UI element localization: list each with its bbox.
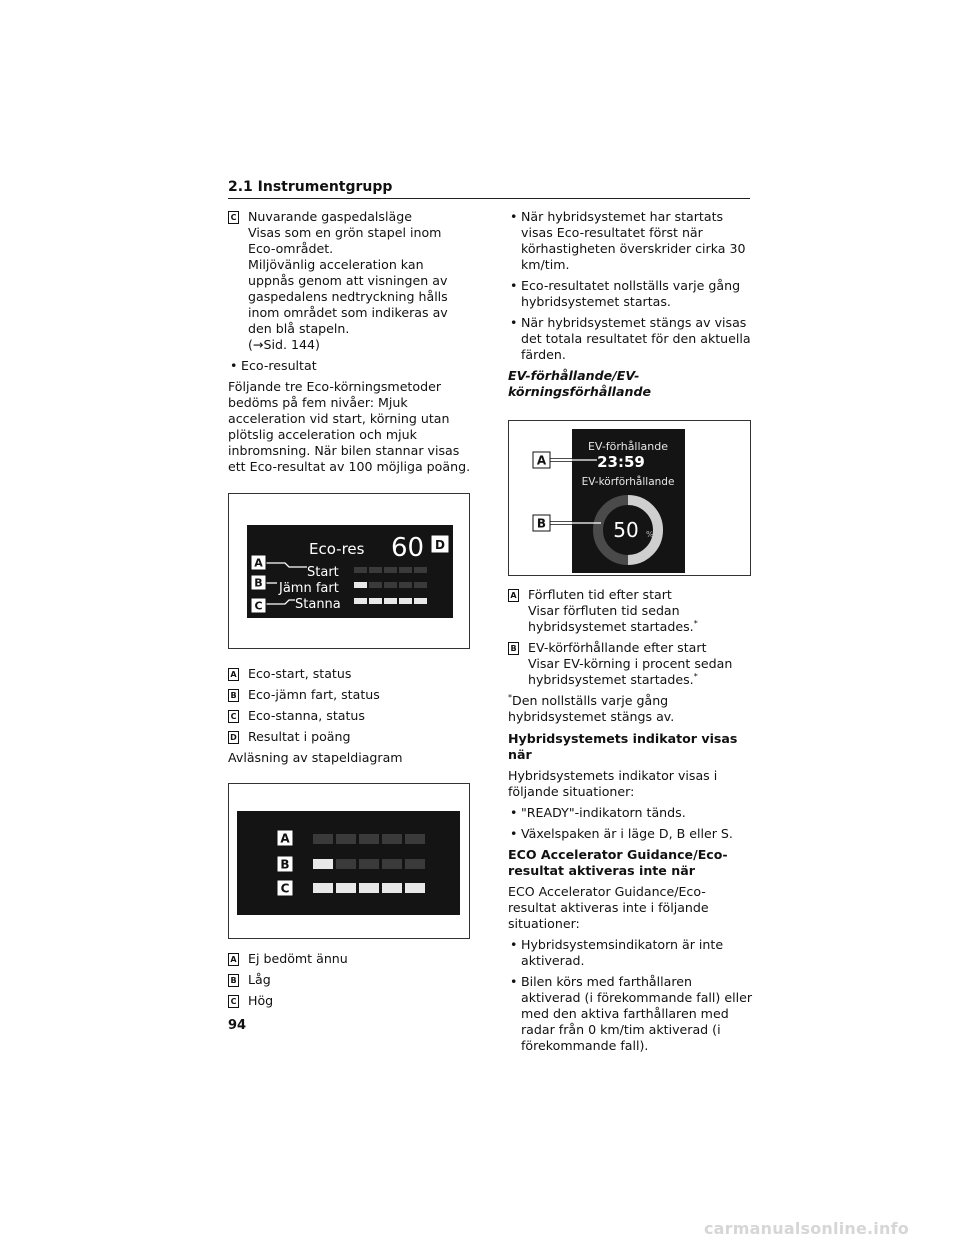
bar-segment-filled [405,883,425,893]
legend-item [508,640,754,688]
legend-body-text: Visar EV-körning i procent sedan hybridsystemet startades. [528,656,733,687]
legend-item [228,687,473,703]
ev-ratio-label: EV-förhållande [587,440,669,453]
figure-ev-ratio [508,420,751,576]
bar-segment-filled [399,598,412,604]
legend-text: Eco-jämn fart, status [248,687,380,702]
bar-segment-empty [414,582,427,588]
bar-segment-filled [354,582,367,588]
legend-item [228,708,473,724]
item-c-title: Nuvarande gaspedalsläge [248,209,412,224]
bar-segment-empty [405,859,425,869]
bar-segment-empty [382,834,402,844]
callout-letter-d: D [435,538,445,552]
footnote-mark: * [693,618,698,628]
legend-item [228,729,473,745]
bar-segment-empty [384,567,397,573]
bullet-item: • Eco-resultatet nollställs varje gång hybridsystemet startas. [508,278,754,310]
para-eco-methods: Följande tre Eco-körningsmetoder bedöms på fem nivåer: Mjuk acceleration vid start, körning utan plötslig acceleration och mjuk inbromsning. När bilen stannar visas ett Eco-resultat av 100 möjliga poäng. [228,379,471,474]
callout-b [251,575,266,590]
label-item-c [228,209,473,353]
row-label-smooth: Jämn fart [279,581,339,596]
heading-eco-guidance: ECO Accelerator Guidance/Eco-resultat aktiveras inte när [508,847,728,878]
figure-eco-result [228,493,470,649]
legend-item [228,951,473,967]
footnote-mark: * [693,671,698,681]
page-number: 94 [228,1018,247,1033]
bar-segment-filled [313,883,333,893]
bar-segment-empty [382,859,402,869]
heading-indicator: Hybridsystemets indikator visas när [508,731,738,762]
bar-segment-filled [369,598,382,604]
callout-a [251,555,266,570]
legend-title: Förfluten tid efter start [528,587,672,602]
ev-percent-value: 50 [613,518,639,542]
figure-bar-reading [228,783,470,939]
callout-b [277,856,293,872]
eco-result-display [229,494,469,648]
callout-d [431,535,449,553]
eco-res-bars [354,567,427,604]
label-letter-box: D [228,731,239,744]
legend-item [228,972,473,988]
bar-segment-empty [359,859,379,869]
callout-letter-a: A [536,453,547,468]
bar-segment-filled [359,883,379,893]
bar-segment-empty [369,582,382,588]
label-letter-box: C [228,710,239,723]
bar-segment-empty [354,567,367,573]
bullet-item: • Bilen körs med farthållaren aktiverad (i förekommande fall) eller med den aktiva farthållaren med radar från 0 km/tim aktiverad (i förekommande fall). [508,974,754,1054]
bar-segment-filled [382,883,402,893]
label-letter-box: C [228,211,239,224]
para-eco-guidance: ECO Accelerator Guidance/Eco-resultat aktiveras inte i följande situationer: [508,884,709,931]
eco-res-title: Eco-res [309,540,365,558]
legend-body-text: Visar förfluten tid sedan hybridsystemet startades. [528,603,694,634]
right-column [508,209,754,1059]
para-bar-reading: Avläsning av stapeldiagram [228,750,403,765]
bar-segment-filled [313,859,333,869]
callout-line-edges [548,459,572,525]
bar-segment-empty [399,582,412,588]
callout-a [277,830,293,846]
legend-text: Eco-stanna, status [248,708,365,723]
footnote-mark: * [508,692,512,702]
bar-segment-empty [399,567,412,573]
bar-segment-filled [384,598,397,604]
ev-ratio-time: 23:59 [597,453,645,471]
callout-letter-a: A [280,831,290,846]
bar-segment-empty [414,567,427,573]
bar-segment-filled [336,883,356,893]
watermark: carmanualsonline.info [704,1219,909,1238]
bar-segment-empty [384,582,397,588]
eco-res-score: 60 [391,533,425,563]
legend-body [528,656,754,688]
heading-ev-ratio: EV-förhållande/EV-körningsförhållande [508,368,652,399]
label-letter-box: A [508,589,519,602]
callout-letter-b: B [536,516,547,531]
section-title: 2.1 Instrumentgrupp [228,179,750,199]
item-c-line: Visas som en grön stapel inom Eco-området. [248,225,442,256]
left-column [228,209,473,1014]
callout-letter-a: A [254,556,263,570]
bar-segment-empty [336,859,356,869]
legend-item [508,587,754,635]
bar-segment-empty [369,567,382,573]
footnote-text: Den nollställs varje gång hybridsystemet stängs av. [508,693,675,724]
item-c-line: Miljövänlig acceleration kan uppnås genom att visningen av gaspedalens nedtryckning hålls inom området som indikeras av den blå stapeln. [248,257,448,336]
callout-letter-c: C [254,599,263,613]
bullet-item: • "READY"-indikatorn tänds. [508,805,754,821]
row-label-stop: Stanna [295,597,341,612]
para-indicator: Hybridsystemets indikator visas i följande situationer: [508,768,718,799]
footnote [508,693,754,725]
bar-segment-empty [313,834,333,844]
ev-ratio-display [509,421,750,575]
ev-driving-label: EV-körförhållande [581,476,675,488]
bullet-item: • När hybridsystemet stängs av visas det totala resultatet för den aktuella färden. [508,315,754,363]
callout-c [251,598,266,613]
bar-segment-empty [405,834,425,844]
bar-segment-filled [354,598,367,604]
bar-reading-bars [313,834,425,893]
legend-text: Ej bedömt ännu [248,951,348,966]
callout-b [533,515,550,531]
bullet-item: • När hybridsystemet har startats visas Eco-resultatet först när körhastigheten överskrider cirka 30 km/tim. [508,209,754,273]
legend-title: EV-körförhållande efter start [528,640,707,655]
bar-segment-empty [359,834,379,844]
callout-letter-c: C [280,881,290,896]
bar-segment-filled [414,598,427,604]
label-letter-box: A [228,668,239,681]
label-letter-box: A [228,953,239,966]
ev-percent-sign: % [646,530,654,539]
bullet-eco-result: • Eco-resultat [228,358,473,374]
callout-letter-b: B [280,857,290,872]
bar-segment-empty [336,834,356,844]
legend-text: Hög [248,993,274,1008]
legend-text: Eco-start, status [248,666,352,681]
label-letter-box: C [228,995,239,1008]
label-letter-box: B [508,642,519,655]
row-label-start: Start [307,565,339,580]
bullet-item: • Växelspaken är i läge D, B eller S. [508,826,754,842]
callout-a [533,452,550,468]
legend-text: Resultat i poäng [248,729,351,744]
legend-item [228,666,473,682]
bar-reading-display [229,784,469,938]
label-letter-box: B [228,689,239,702]
item-c-line: (→Sid. 144) [248,337,320,352]
legend-item [228,993,473,1009]
callout-letter-b: B [254,576,263,590]
label-letter-box: B [228,974,239,987]
legend-body [528,603,754,635]
bullet-item: • Hybridsystemsindikatorn är inte aktiverad. [508,937,754,969]
legend-text: Låg [248,972,271,987]
callout-c [277,880,293,896]
